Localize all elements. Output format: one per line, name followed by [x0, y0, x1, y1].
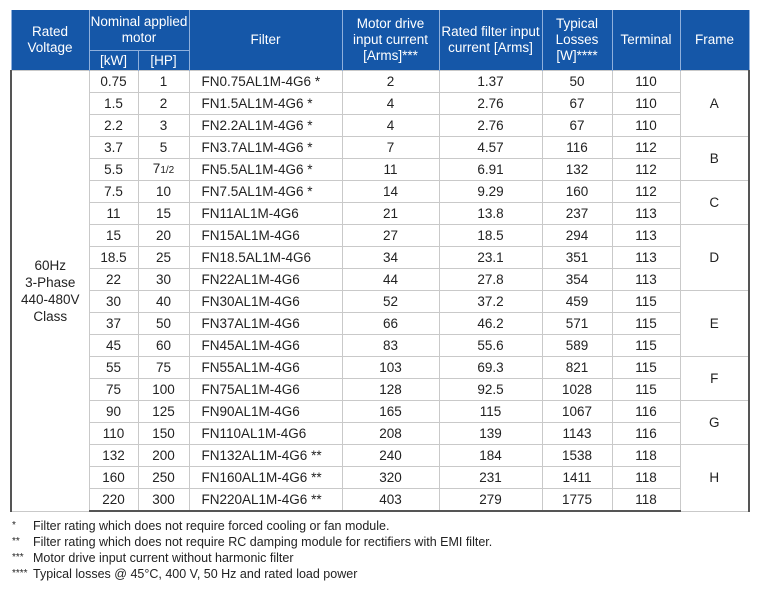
filter-current-cell: 2.76 — [439, 115, 542, 137]
footnote-text: Filter rating which does not require forced cooling or fan module. — [33, 519, 390, 533]
table-row — [11, 379, 749, 401]
losses-cell: 1067 — [542, 401, 612, 423]
table-row — [11, 137, 749, 159]
filter-current-cell: 1.37 — [439, 71, 542, 93]
losses-cell: 1538 — [542, 445, 612, 467]
drive-current-cell: 4 — [342, 115, 439, 137]
filter-model-cell: FN55AL1M-4G6 — [189, 357, 342, 379]
hp-fraction: 1/2 — [160, 164, 175, 176]
terminal-cell: 116 — [612, 401, 680, 423]
filter-model-cell: FN15AL1M-4G6 — [189, 225, 342, 247]
filter-model-cell: FN45AL1M-4G6 — [189, 335, 342, 357]
voltage-line: Class — [33, 308, 68, 324]
header-nominal-motor: Nominal applied motor — [89, 10, 189, 51]
drive-current-cell: 83 — [342, 335, 439, 357]
drive-current-cell: 11 — [342, 159, 439, 181]
footnote-mark: *** — [12, 552, 24, 563]
losses-cell: 351 — [542, 247, 612, 269]
hp-cell: 25 — [138, 247, 189, 269]
rated-voltage-cell — [11, 71, 89, 512]
drive-current-cell: 103 — [342, 357, 439, 379]
header-typical-losses: Typical Losses [W]**** — [542, 10, 612, 71]
terminal-cell: 110 — [612, 71, 680, 93]
kw-cell: 2.2 — [89, 115, 138, 137]
kw-cell: 160 — [89, 467, 138, 489]
table-row — [11, 313, 749, 335]
filter-current-cell: 4.57 — [439, 137, 542, 159]
footnote-mark: * — [12, 520, 16, 531]
voltage-line: 440-480V — [20, 291, 80, 307]
hp-cell: 50 — [138, 313, 189, 335]
filter-current-cell: 2.76 — [439, 93, 542, 115]
header-terminal: Terminal — [612, 10, 680, 71]
footnote-mark: **** — [12, 568, 28, 579]
losses-cell: 50 — [542, 71, 612, 93]
filter-current-cell: 18.5 — [439, 225, 542, 247]
header-motor-drive-current: Motor drive input current [Arms]*** — [342, 10, 439, 71]
terminal-cell: 115 — [612, 379, 680, 401]
table-row — [11, 335, 749, 357]
losses-cell: 1028 — [542, 379, 612, 401]
header-frame: Frame — [680, 10, 749, 71]
kw-cell: 110 — [89, 423, 138, 445]
drive-current-cell: 21 — [342, 203, 439, 225]
drive-current-cell: 52 — [342, 291, 439, 313]
hp-cell: 300 — [138, 489, 189, 512]
footnote — [12, 534, 492, 550]
table-row — [11, 181, 749, 203]
hp-cell: 5 — [138, 137, 189, 159]
hp-cell: 30 — [138, 269, 189, 291]
frame-cell: B — [680, 137, 749, 181]
frame-cell: A — [680, 71, 749, 137]
hp-cell: 40 — [138, 291, 189, 313]
table-row — [11, 203, 749, 225]
drive-current-cell: 7 — [342, 137, 439, 159]
hp-cell: 100 — [138, 379, 189, 401]
hp-cell — [138, 159, 189, 181]
kw-cell: 3.7 — [89, 137, 138, 159]
kw-cell: 37 — [89, 313, 138, 335]
table-row — [11, 71, 749, 93]
filter-model-cell: FN0.75AL1M-4G6 * — [189, 71, 342, 93]
filter-current-cell: 46.2 — [439, 313, 542, 335]
terminal-cell: 116 — [612, 423, 680, 445]
hp-cell: 10 — [138, 181, 189, 203]
frame-cell: D — [680, 225, 749, 291]
hp-cell: 15 — [138, 203, 189, 225]
drive-current-cell: 128 — [342, 379, 439, 401]
losses-cell: 237 — [542, 203, 612, 225]
kw-cell: 22 — [89, 269, 138, 291]
filter-current-cell: 55.6 — [439, 335, 542, 357]
frame-cell: F — [680, 357, 749, 401]
footnote — [12, 550, 492, 566]
kw-cell: 90 — [89, 401, 138, 423]
table-row — [11, 467, 749, 489]
header-kw: [kW] — [89, 51, 138, 71]
hp-cell: 3 — [138, 115, 189, 137]
filter-current-cell: 279 — [439, 489, 542, 512]
frame-cell: G — [680, 401, 749, 445]
table-row — [11, 401, 749, 423]
terminal-cell: 113 — [612, 225, 680, 247]
filter-current-cell: 23.1 — [439, 247, 542, 269]
filter-current-cell: 69.3 — [439, 357, 542, 379]
losses-cell: 589 — [542, 335, 612, 357]
filter-model-cell: FN37AL1M-4G6 — [189, 313, 342, 335]
terminal-cell: 115 — [612, 313, 680, 335]
table-row — [11, 159, 749, 181]
footnote-mark: ** — [12, 536, 20, 547]
drive-current-cell: 208 — [342, 423, 439, 445]
kw-cell: 1.5 — [89, 93, 138, 115]
filter-model-cell: FN3.7AL1M-4G6 * — [189, 137, 342, 159]
kw-cell: 220 — [89, 489, 138, 512]
footnote-text: Filter rating which does not require RC damping module for rectifiers with EMI filter. — [33, 535, 493, 549]
voltage-line: 3-Phase — [25, 274, 76, 290]
losses-cell: 116 — [542, 137, 612, 159]
footnotes — [12, 518, 492, 582]
header-filter: Filter — [189, 10, 342, 71]
drive-current-cell: 165 — [342, 401, 439, 423]
kw-cell: 132 — [89, 445, 138, 467]
filter-current-cell: 184 — [439, 445, 542, 467]
filter-current-cell: 139 — [439, 423, 542, 445]
table-row — [11, 269, 749, 291]
filter-current-cell: 13.8 — [439, 203, 542, 225]
filter-model-cell: FN110AL1M-4G6 — [189, 423, 342, 445]
filter-spec-table — [10, 10, 750, 512]
terminal-cell: 113 — [612, 203, 680, 225]
table-row — [11, 93, 749, 115]
losses-cell: 1143 — [542, 423, 612, 445]
terminal-cell: 112 — [612, 137, 680, 159]
terminal-cell: 110 — [612, 93, 680, 115]
kw-cell: 30 — [89, 291, 138, 313]
hp-cell: 20 — [138, 225, 189, 247]
losses-cell: 132 — [542, 159, 612, 181]
table-row — [11, 445, 749, 467]
filter-model-cell: FN11AL1M-4G6 — [189, 203, 342, 225]
filter-model-cell: FN90AL1M-4G6 — [189, 401, 342, 423]
losses-cell: 1411 — [542, 467, 612, 489]
table-body — [11, 71, 749, 512]
terminal-cell: 112 — [612, 181, 680, 203]
filter-model-cell: FN22AL1M-4G6 — [189, 269, 342, 291]
drive-current-cell: 34 — [342, 247, 439, 269]
hp-cell: 60 — [138, 335, 189, 357]
header-rated-voltage: Rated Voltage — [11, 10, 89, 71]
hp-cell: 150 — [138, 423, 189, 445]
filter-spec-table-container — [10, 10, 748, 512]
frame-cell: E — [680, 291, 749, 357]
terminal-cell: 110 — [612, 115, 680, 137]
losses-cell: 821 — [542, 357, 612, 379]
table-row — [11, 489, 749, 512]
drive-current-cell: 403 — [342, 489, 439, 512]
kw-cell: 55 — [89, 357, 138, 379]
filter-model-cell: FN220AL1M-4G6 ** — [189, 489, 342, 512]
kw-cell: 11 — [89, 203, 138, 225]
filter-current-cell: 231 — [439, 467, 542, 489]
filter-model-cell: FN132AL1M-4G6 ** — [189, 445, 342, 467]
filter-current-cell: 115 — [439, 401, 542, 423]
kw-cell: 18.5 — [89, 247, 138, 269]
voltage-line: 60Hz — [34, 257, 66, 273]
hp-cell: 2 — [138, 93, 189, 115]
losses-cell: 160 — [542, 181, 612, 203]
kw-cell: 0.75 — [89, 71, 138, 93]
losses-cell: 67 — [542, 115, 612, 137]
table-row — [11, 423, 749, 445]
footnote-text: Typical losses @ 45°C, 400 V, 50 Hz and rated load power — [33, 567, 358, 581]
drive-current-cell: 240 — [342, 445, 439, 467]
kw-cell: 5.5 — [89, 159, 138, 181]
terminal-cell: 118 — [612, 489, 680, 512]
filter-current-cell: 92.5 — [439, 379, 542, 401]
drive-current-cell: 66 — [342, 313, 439, 335]
terminal-cell: 118 — [612, 467, 680, 489]
hp-cell: 200 — [138, 445, 189, 467]
filter-current-cell: 27.8 — [439, 269, 542, 291]
filter-model-cell: FN75AL1M-4G6 — [189, 379, 342, 401]
hp-cell: 75 — [138, 357, 189, 379]
filter-model-cell: FN2.2AL1M-4G6 * — [189, 115, 342, 137]
kw-cell: 75 — [89, 379, 138, 401]
drive-current-cell: 2 — [342, 71, 439, 93]
losses-cell: 354 — [542, 269, 612, 291]
drive-current-cell: 14 — [342, 181, 439, 203]
footnote-text: Motor drive input current without harmonic filter — [33, 551, 294, 565]
table-row — [11, 247, 749, 269]
header-hp: [HP] — [138, 51, 189, 71]
losses-cell: 459 — [542, 291, 612, 313]
table-row — [11, 291, 749, 313]
drive-current-cell: 27 — [342, 225, 439, 247]
hp-cell: 250 — [138, 467, 189, 489]
kw-cell: 45 — [89, 335, 138, 357]
kw-cell: 15 — [89, 225, 138, 247]
terminal-cell: 115 — [612, 335, 680, 357]
losses-cell: 571 — [542, 313, 612, 335]
filter-model-cell: FN1.5AL1M-4G6 * — [189, 93, 342, 115]
kw-cell: 7.5 — [89, 181, 138, 203]
drive-current-cell: 44 — [342, 269, 439, 291]
filter-model-cell: FN7.5AL1M-4G6 * — [189, 181, 342, 203]
table-row — [11, 357, 749, 379]
filter-model-cell: FN5.5AL1M-4G6 * — [189, 159, 342, 181]
hp-cell: 1 — [138, 71, 189, 93]
filter-current-cell: 9.29 — [439, 181, 542, 203]
terminal-cell: 112 — [612, 159, 680, 181]
hp-value: 7 — [152, 160, 161, 176]
filter-current-cell: 6.91 — [439, 159, 542, 181]
filter-model-cell: FN160AL1M-4G6 ** — [189, 467, 342, 489]
losses-cell: 294 — [542, 225, 612, 247]
footnote — [12, 518, 492, 534]
table-row — [11, 225, 749, 247]
terminal-cell: 113 — [612, 247, 680, 269]
filter-current-cell: 37.2 — [439, 291, 542, 313]
drive-current-cell: 320 — [342, 467, 439, 489]
frame-cell: C — [680, 181, 749, 225]
table-row — [11, 115, 749, 137]
header-rated-filter-current: Rated filter input current [Arms] — [439, 10, 542, 71]
terminal-cell: 118 — [612, 445, 680, 467]
frame-cell: H — [680, 445, 749, 512]
filter-model-cell: FN18.5AL1M-4G6 — [189, 247, 342, 269]
hp-cell: 125 — [138, 401, 189, 423]
drive-current-cell: 4 — [342, 93, 439, 115]
terminal-cell: 113 — [612, 269, 680, 291]
footnote — [12, 566, 492, 582]
terminal-cell: 115 — [612, 357, 680, 379]
filter-model-cell: FN30AL1M-4G6 — [189, 291, 342, 313]
terminal-cell: 115 — [612, 291, 680, 313]
losses-cell: 67 — [542, 93, 612, 115]
losses-cell: 1775 — [542, 489, 612, 512]
